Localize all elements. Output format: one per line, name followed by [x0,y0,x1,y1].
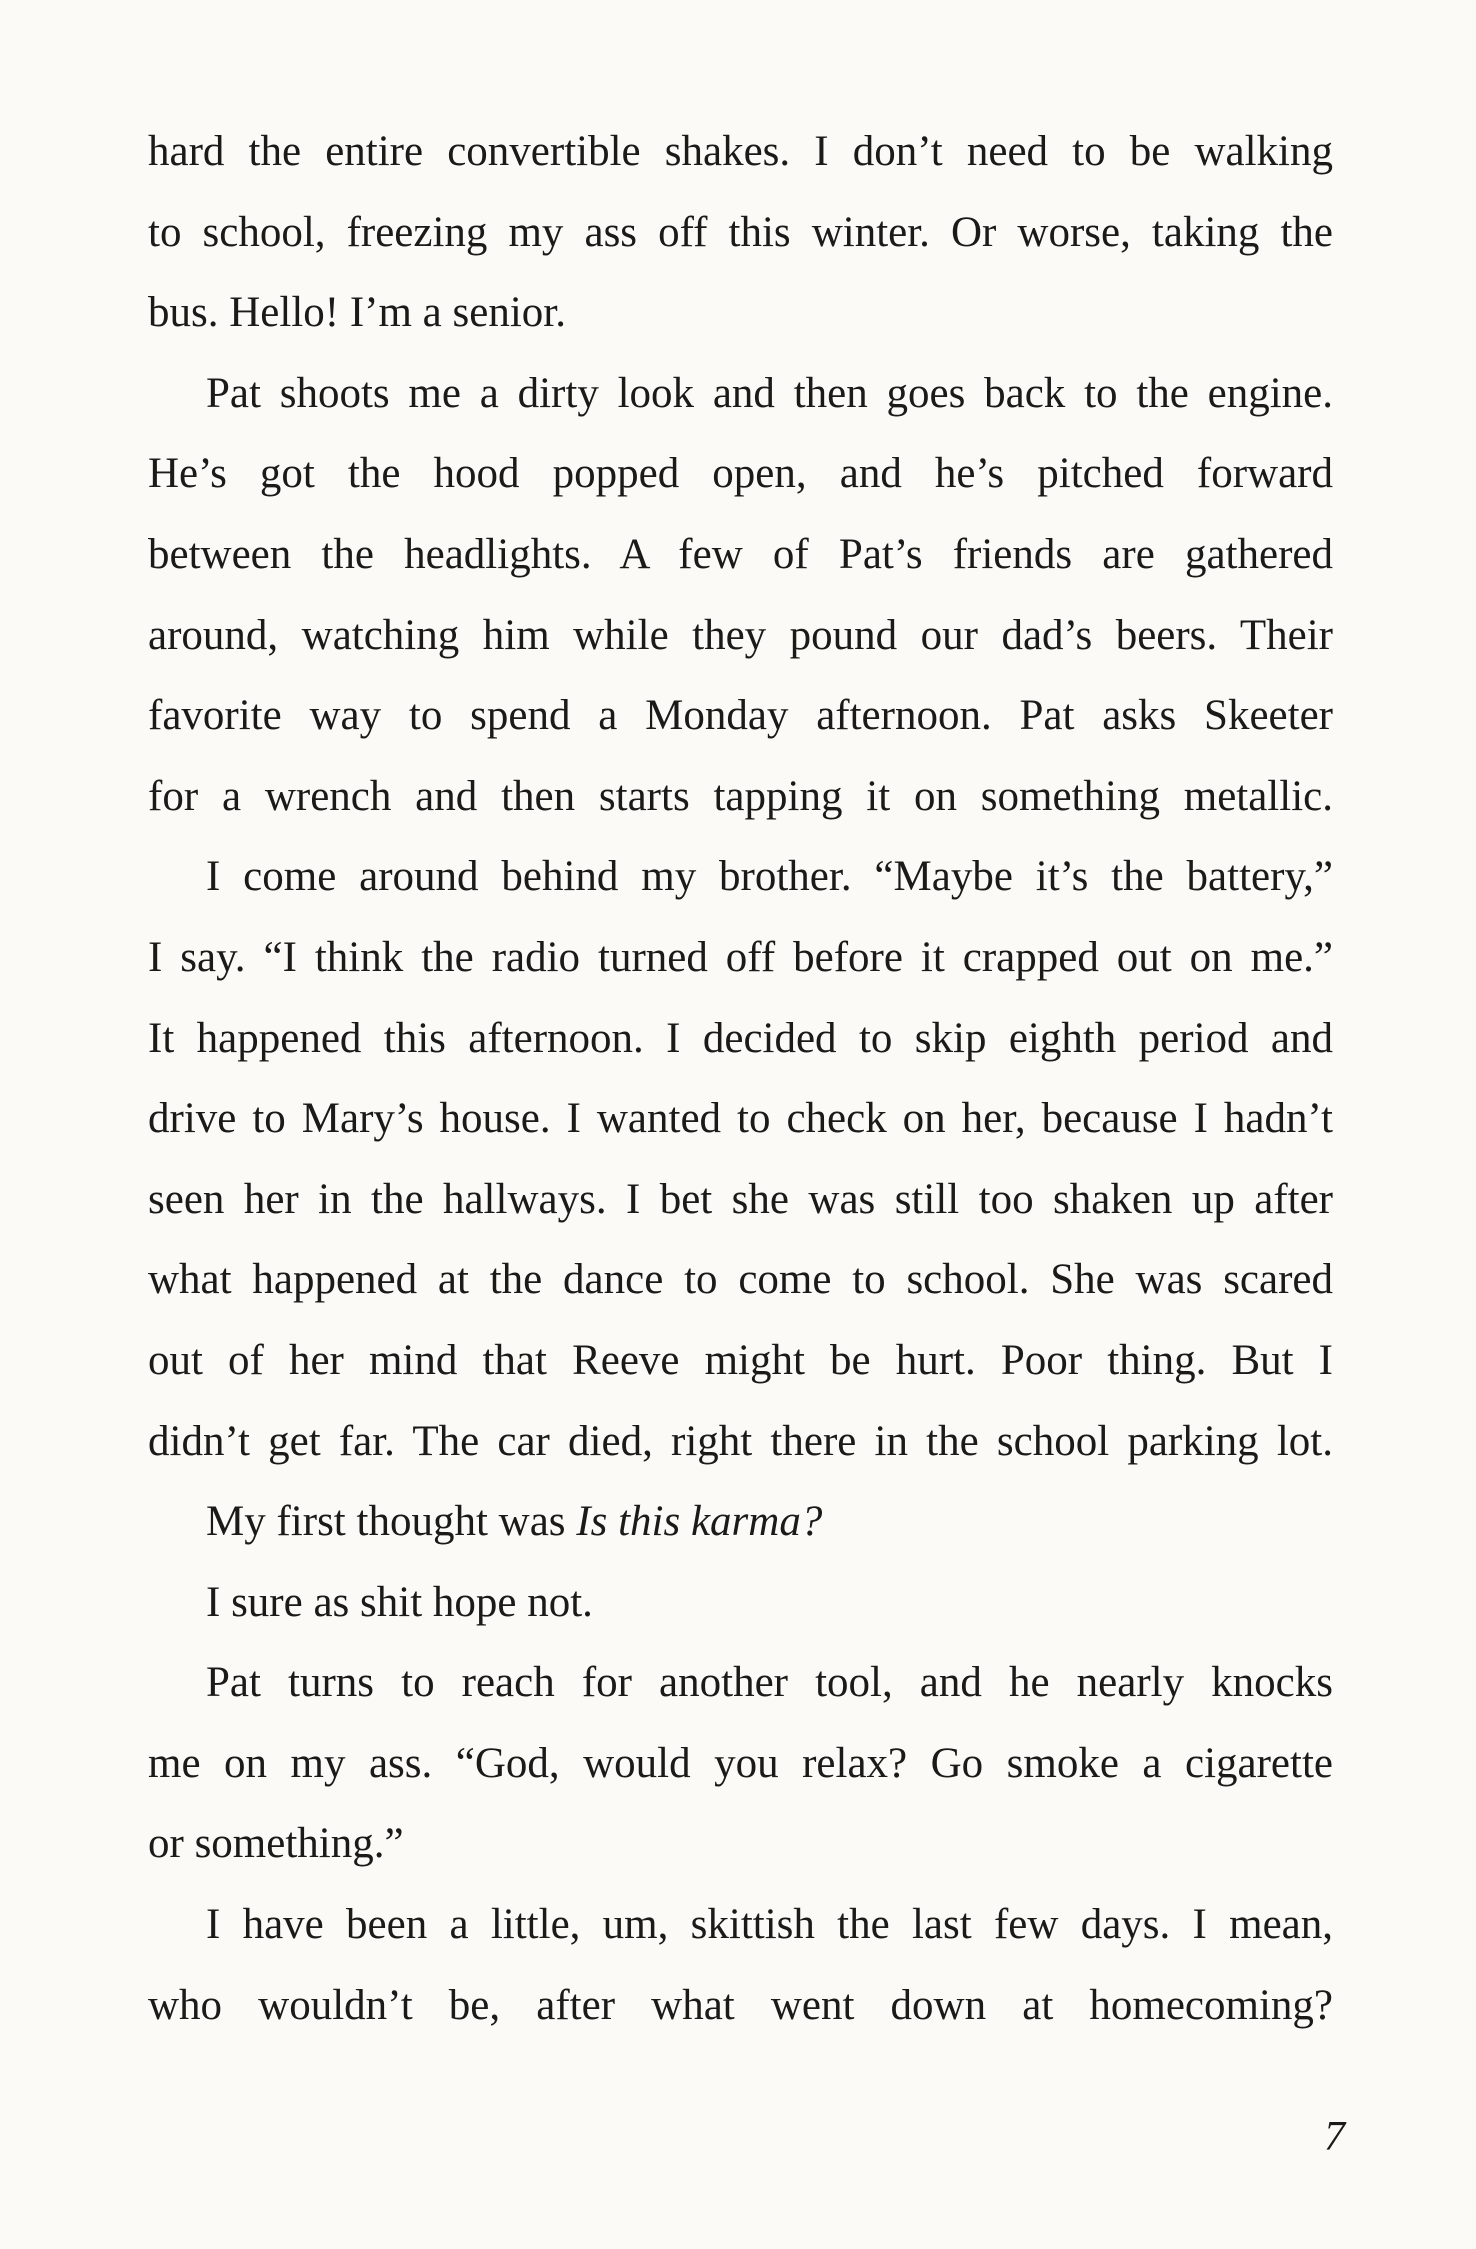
text-line-content: didn’t get far. The car died, right there in the school parking lot. [148,1417,1333,1465]
page-number: 7 [1324,2114,1345,2160]
italic-phrase: Is this karma? [576,1498,823,1546]
text-line [148,757,1333,838]
text-line [148,1724,1333,1805]
text-line-content: out of her mind that Reeve might be hurt. Poor thing. But I [148,1336,1333,1384]
text-line [148,837,1333,918]
text-line [148,1079,1333,1160]
text-line-content: He’s got the hood popped open, and he’s pitched forward [148,450,1333,498]
text-line [148,676,1333,757]
text-line-content: hard the entire convertible shakes. I don’t need to be walking [148,128,1333,175]
body-text [148,112,1333,2046]
text-line [148,1966,1333,2047]
text-line-content: favorite way to spend a Monday afternoon. Pat asks Skeeter [148,692,1333,740]
text-line-content: between the headlights. A few of Pat’s friends are gathered [148,530,1333,578]
text-line-content: or something.” [148,1820,404,1868]
text-line [148,354,1333,435]
text-line [148,999,1333,1080]
text-line [148,434,1333,515]
text-line-content: around, watching him while they pound our dad’s beers. Their [148,611,1333,659]
text-line [148,1643,1333,1724]
text-line [148,515,1333,596]
text-line-content: I sure as shit hope not. [206,1578,593,1626]
text-line [148,1321,1333,1402]
text-line [148,1240,1333,1321]
text-line-content: who wouldn’t be, after what went down at homecoming? [148,1981,1333,2029]
text-line-content: It happened this afternoon. I decided to skip eighth period and [148,1014,1333,1062]
text-line-content: what happened at the dance to come to school. She was scared [148,1256,1333,1304]
text-line-content: drive to Mary’s house. I wanted to check on her, because I hadn’t [148,1095,1333,1143]
text-line-content: seen her in the hallways. I bet she was still too shaken up after [148,1175,1333,1223]
text-line [148,596,1333,677]
text-line-content: Pat turns to reach for another tool, and he nearly knocks [206,1659,1333,1707]
text-line [148,1482,1333,1563]
text-line [148,1563,1333,1644]
text-line-content: I come around behind my brother. “Maybe it’s the battery,” [206,853,1333,901]
text-line-content: bus. Hello! I’m a senior. [148,289,566,337]
text-line [148,918,1333,999]
text-line [148,273,1333,354]
text-line [148,1885,1333,1966]
text-line-content: Pat shoots me a dirty look and then goes back to the engine. [206,369,1333,417]
text-line-content: me on my ass. “God, would you relax? Go smoke a cigarette [148,1739,1333,1787]
text-line-content: to school, freezing my ass off this winter. Or worse, taking the [148,208,1333,256]
text-line-content: I have been a little, um, skittish the last few days. I mean, [206,1901,1333,1949]
text-line [148,112,1333,193]
text-line-content: I say. “I think the radio turned off before it crapped out on me.” [148,933,1333,981]
text-line [148,1160,1333,1241]
text-line-content: for a wrench and then starts tapping it on something metallic. [148,772,1333,820]
text-line [148,193,1333,274]
text-line [148,1402,1333,1483]
text-line-content: My first thought was [206,1498,577,1546]
text-line [148,1804,1333,1885]
